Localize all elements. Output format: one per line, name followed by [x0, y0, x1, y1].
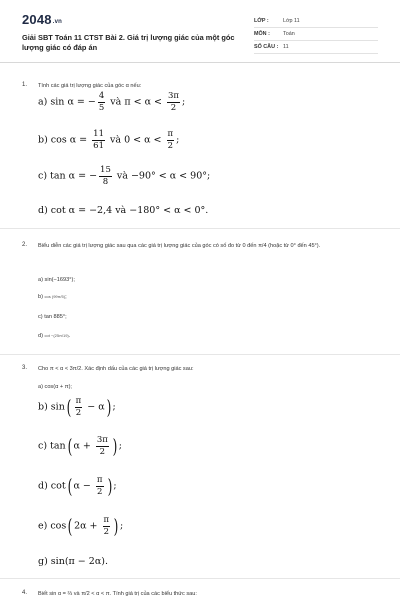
fraction	[75, 397, 83, 417]
site-logo[interactable]	[22, 12, 62, 27]
expr-pre: α −	[73, 480, 94, 492]
question-number: 3.	[22, 365, 28, 371]
denominator: 2	[96, 486, 103, 497]
right-paren: )	[112, 434, 118, 458]
expr-end: ;	[113, 480, 117, 492]
func-name: b) sin	[38, 401, 65, 413]
denominator: 2	[167, 140, 174, 151]
meta-key: LỚP :	[254, 18, 269, 24]
q1-part-b	[38, 130, 179, 150]
q2-part-d	[38, 333, 70, 339]
denominator: 61	[93, 140, 104, 151]
fraction	[98, 92, 105, 112]
q1-part-c	[38, 166, 210, 186]
numerator: 3π	[167, 91, 179, 101]
fraction	[103, 516, 111, 536]
fraction	[92, 130, 105, 150]
left-paren: (	[67, 474, 72, 498]
right-paren: )	[106, 395, 111, 419]
expr-tiny: cot −(25π/19)	[44, 333, 69, 339]
q2-part-c: c) tan 885°;	[38, 314, 67, 320]
header-divider	[0, 62, 400, 63]
meta-row-subject	[254, 29, 378, 41]
denominator: 2	[103, 526, 110, 537]
meta-value: Lớp 11	[283, 18, 300, 24]
expr-end: ;	[112, 401, 116, 413]
logo-suffix: .vn	[52, 19, 63, 25]
meta-row-class	[254, 16, 378, 28]
q1-part-d: d) cot α = −2,4 và −180° < α < 0°.	[38, 205, 209, 216]
fraction	[96, 476, 104, 496]
section-divider	[0, 228, 400, 229]
right-paren: )	[113, 514, 119, 538]
q3-part-c	[38, 436, 122, 456]
document-title: Giải SBT Toán 11 CTST Bài 2. Giá trị lượng giác của một góc lượng giác có đáp án	[22, 33, 235, 52]
question-number: 4.	[22, 590, 28, 596]
expr-mid: và π < α <	[107, 96, 165, 108]
denominator: 2	[170, 102, 177, 113]
expr-tiny: cos (99π/5)	[44, 294, 66, 300]
numerator: π	[96, 475, 103, 485]
numerator: 3π	[96, 435, 108, 445]
numerator: 15	[100, 165, 111, 175]
meta-value: Toán	[283, 31, 295, 37]
fraction	[96, 436, 109, 456]
q1-part-a	[38, 92, 185, 112]
meta-row-count	[254, 42, 378, 54]
expr-lead: b)	[38, 294, 45, 300]
numerator: π	[167, 129, 174, 139]
meta-key: MÔN :	[254, 31, 270, 37]
fraction	[99, 166, 112, 186]
expr-lead: a) sin α = −	[38, 96, 96, 108]
expr-lead: b) cos α =	[38, 134, 91, 146]
denominator: 8	[102, 176, 109, 187]
expr-end: ;	[176, 134, 180, 146]
expr-end: ;	[118, 440, 122, 452]
q3-part-e	[38, 516, 123, 536]
expr-end: ;	[181, 96, 186, 108]
expr-pre: α +	[73, 440, 94, 452]
q2-part-b	[38, 294, 67, 300]
expr-end: ;	[65, 294, 67, 300]
expr-post: − α	[84, 401, 105, 413]
expr-mid: và 0 < α <	[107, 134, 165, 146]
fraction	[167, 92, 180, 112]
section-divider	[0, 578, 400, 579]
denominator: 5	[98, 102, 105, 113]
expr-end: .	[68, 333, 71, 339]
q3-part-g: g) sin(π − 2α).	[38, 556, 108, 567]
left-paren: (	[67, 514, 73, 538]
expr-end: ;	[119, 520, 124, 532]
numerator: 11	[93, 129, 104, 139]
question-text: Biết sin α = ⅔ và π/2 < α < π. Tính giá trị của các biểu thức sau:	[38, 591, 197, 597]
numerator: π	[75, 396, 82, 406]
fraction	[167, 130, 175, 150]
question-text: Tính các giá trị lượng giác của góc α nếu:	[38, 83, 142, 89]
denominator: 2	[99, 446, 106, 457]
right-paren: )	[107, 474, 112, 498]
expr-lead: d)	[38, 333, 45, 339]
denominator: 2	[75, 407, 82, 418]
left-paren: (	[67, 434, 72, 458]
question-number: 2.	[22, 242, 28, 248]
func-name: e) cos	[38, 520, 67, 532]
expr-mid: và −90° < α < 90°;	[113, 170, 211, 182]
func-name: d) cot	[38, 480, 66, 492]
left-paren: (	[66, 395, 72, 419]
numerator: 4	[98, 91, 105, 101]
q3-part-d	[38, 476, 117, 496]
q3-part-b	[38, 397, 116, 417]
func-name: c) tan	[38, 440, 66, 452]
logo-text: 2048	[22, 12, 52, 27]
question-number: 1.	[22, 82, 28, 88]
expr-pre: 2α +	[74, 520, 101, 532]
q3-part-a: a) cos(α + π);	[38, 384, 72, 390]
meta-key: SỐ CÂU :	[254, 44, 279, 50]
numerator: π	[103, 515, 110, 525]
question-text: Cho π < α < 3π/2. Xác định dấu của các giá trị lượng giác sau:	[38, 366, 194, 372]
meta-value: 11	[283, 44, 289, 50]
section-divider	[0, 354, 400, 355]
document-header	[0, 0, 400, 62]
question-text: Biểu diễn các giá trị lượng giác sau qua các giá trị lượng giác của góc có số đo từ 0 đến π/4 (hoặc từ 0° đến 45°).	[38, 243, 321, 249]
expr-lead: c) tan α = −	[38, 170, 98, 182]
q2-part-a: a) sin(−1693°);	[38, 277, 75, 283]
